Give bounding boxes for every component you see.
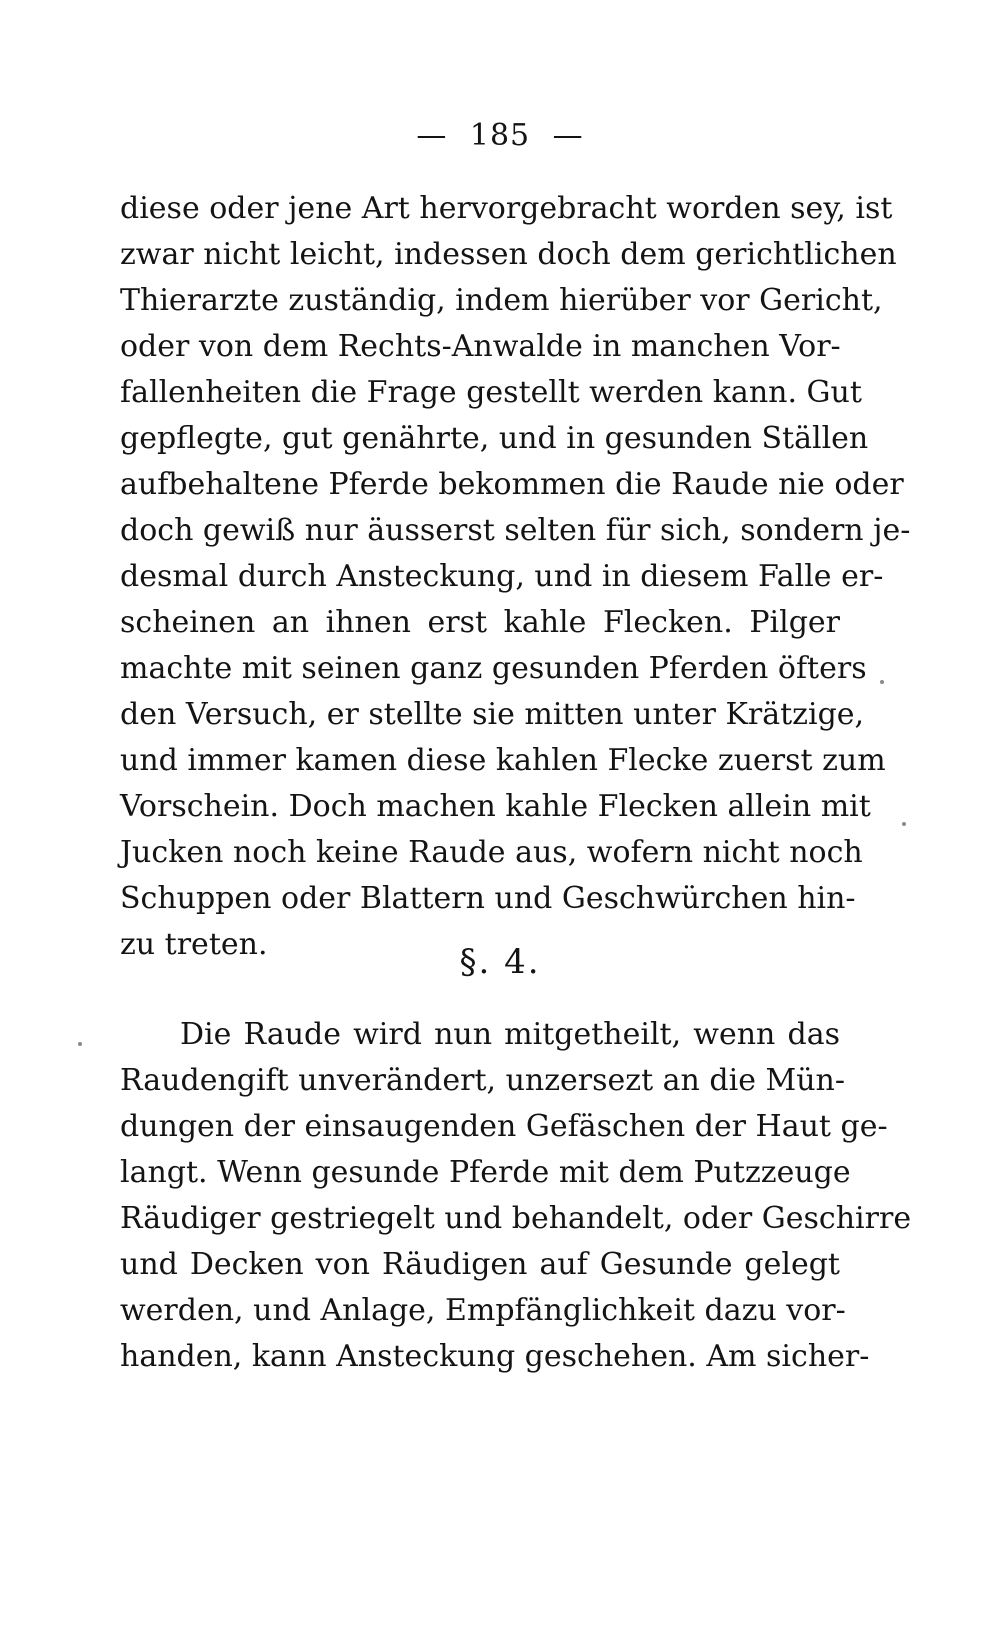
text-line: Thierarzte zuständig, indem hierüber vor Gericht, bbox=[120, 283, 883, 318]
text-line: gepflegte, gut genährte, und in gesunden Ställen bbox=[120, 421, 869, 456]
text-line: und Decken von Räudigen auf Gesunde gelegt bbox=[120, 1247, 840, 1282]
text-line: desmal durch Ansteckung, und in diesem Falle er- bbox=[120, 559, 884, 594]
text-line: scheinen an ihnen erst kahle Flecken. Pilger bbox=[120, 605, 840, 640]
text-line: Schuppen oder Blattern und Geschwürchen hin- bbox=[120, 881, 856, 916]
text-line: zu treten. bbox=[120, 927, 268, 962]
page-number: 185 bbox=[469, 118, 531, 153]
text-line: Räudiger gestriegelt und behandelt, oder Geschirre bbox=[120, 1201, 912, 1236]
paragraph-2 bbox=[120, 1012, 912, 1380]
text-line: und immer kamen diese kahlen Flecke zuerst zum bbox=[120, 743, 886, 778]
text-line: langt. Wenn gesunde Pferde mit dem Putzzeuge bbox=[120, 1155, 851, 1190]
text-line: Jucken noch keine Raude aus, wofern nicht noch bbox=[120, 835, 863, 870]
text-line: aufbehaltene Pferde bekommen die Raude nie oder bbox=[120, 467, 904, 502]
text-line: diese oder jene Art hervorgebracht worden sey, ist bbox=[120, 191, 893, 226]
text-line: Raudengift unverändert, unzersezt an die Mün- bbox=[120, 1063, 845, 1098]
section-heading: §. 4. bbox=[459, 942, 541, 982]
header-dash-right: — bbox=[552, 118, 584, 153]
text-line: dungen der einsaugenden Gefäschen der Haut ge- bbox=[120, 1109, 888, 1144]
text-line: oder von dem Rechts-Anwalde in manchen Vor- bbox=[120, 329, 841, 364]
header-dash-left: — bbox=[416, 118, 448, 153]
paper-speck bbox=[78, 1042, 82, 1046]
text-line: Die Raude wird nun mitgetheilt, wenn das bbox=[180, 1017, 840, 1052]
text-line: Vorschein. Doch machen kahle Flecken allein mit bbox=[120, 789, 871, 824]
text-line: den Versuch, er stellte sie mitten unter Krätzige, bbox=[120, 697, 865, 732]
paragraph-1 bbox=[120, 186, 911, 968]
text-line: werden, und Anlage, Empfänglichkeit dazu vor- bbox=[120, 1293, 846, 1328]
text-line: doch gewiß nur äusserst selten für sich, sondern je- bbox=[120, 513, 911, 548]
paper-speck bbox=[902, 822, 906, 826]
page-header bbox=[0, 118, 1000, 153]
text-line: zwar nicht leicht, indessen doch dem gerichtlichen bbox=[120, 237, 897, 272]
paper-speck bbox=[880, 680, 884, 684]
text-line: machte mit seinen ganz gesunden Pferden öfters bbox=[120, 651, 867, 686]
text-line: handen, kann Ansteckung geschehen. Am sicher- bbox=[120, 1339, 870, 1374]
text-line: fallenheiten die Frage gestellt werden kann. Gut bbox=[120, 375, 862, 410]
